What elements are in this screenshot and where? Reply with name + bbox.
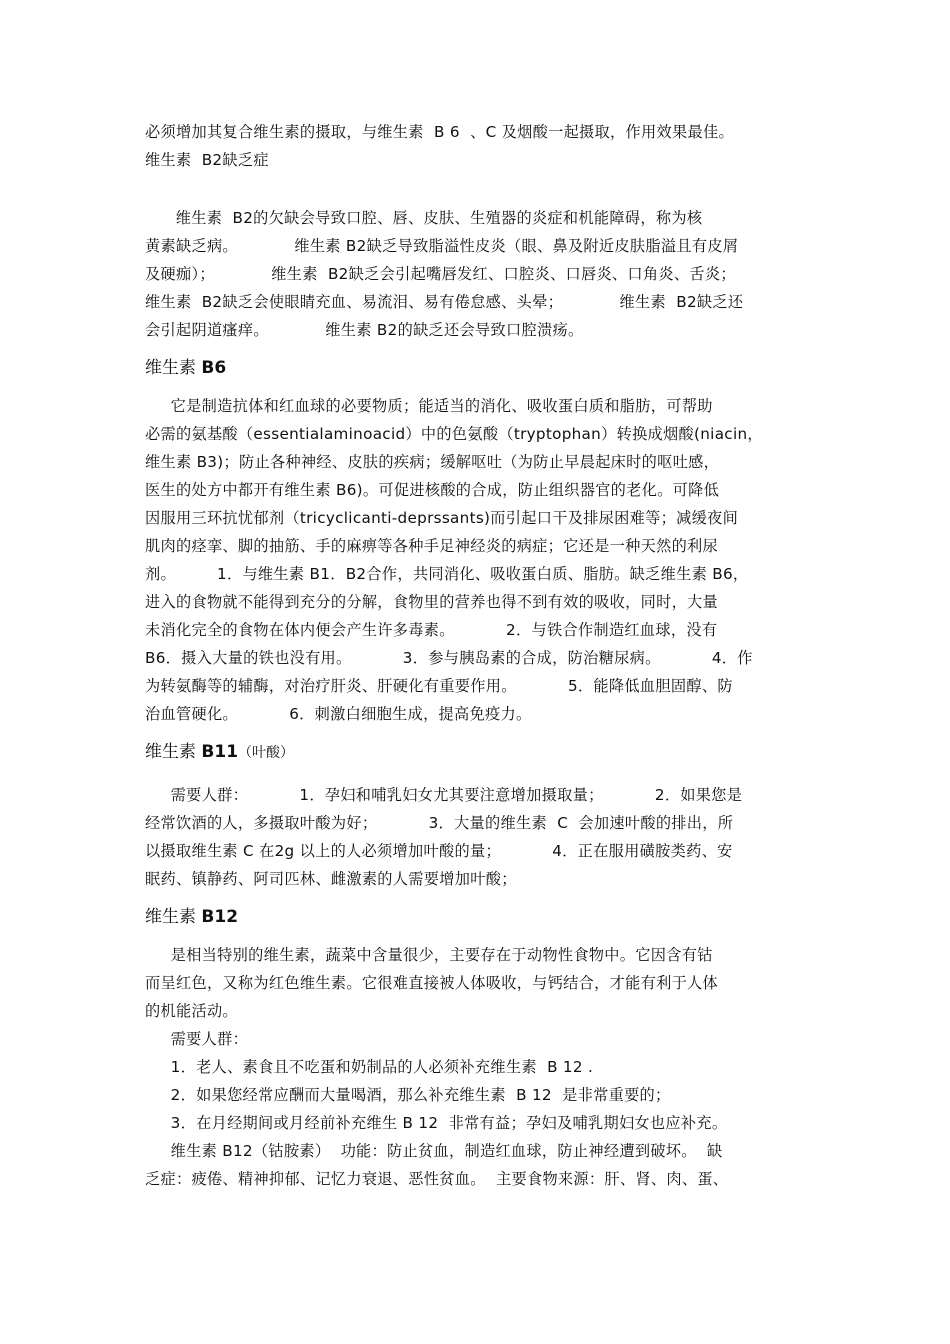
b6-paragraph: [145, 392, 807, 728]
intro-paragraph: [145, 118, 807, 174]
text-line: 未消化完全的食物在体内便会产生许多毒素。 2．与铁合作制造红血球，没有: [145, 621, 718, 639]
text-line: 维生素 B2缺乏症: [145, 151, 269, 169]
section-heading-b11: 维生素 B11（叶酸）: [145, 742, 295, 762]
document-page: [145, 118, 807, 1193]
section-heading-b12: 维生素 B12: [145, 907, 239, 927]
text-line: 为转氨酶等的辅酶，对治疗肝炎、肝硬化有重要作用。 5．能降低血胆固醇、防: [145, 677, 733, 695]
text-line: 维生素 B2缺乏会使眼睛充血、易流泪、易有倦怠感、头晕； 维生素 B2缺乏还: [145, 293, 744, 311]
text-line: 剂。 1．与维生素 B1．B2合作，共同消化、吸收蛋白质、脂肪。缺乏维生素 B6，: [145, 565, 749, 583]
text-line: 3．在月经期间或月经前补充维生 B 12 非常有益；孕妇及哺乳期妇女也应补充。: [145, 1114, 728, 1132]
text-line: 以摄取维生素 C 在2g 以上的人必须增加叶酸的量； 4．正在服用磺胺类药、安: [145, 842, 733, 860]
text-line: 会引起阴道瘙痒。 维生素 B2的缺乏还会导致口腔溃疡。: [145, 321, 584, 339]
text-line: 进入的食物就不能得到充分的分解，食物里的营养也得不到有效的吸收，同时，大量: [145, 593, 719, 611]
text-line: 及硬痂）； 维生素 B2缺乏会引起嘴唇发红、口腔炎、口唇炎、口角炎、舌炎；: [145, 265, 736, 283]
b2-paragraph: [145, 204, 807, 344]
text-line: B6．摄入大量的铁也没有用。 3．参与胰岛素的合成，防治糖尿病。 4．作: [145, 649, 753, 667]
text-line: 而呈红色，又称为红色维生素。它很难直接被人体吸收，与钙结合，才能有利于人体: [145, 974, 719, 992]
text-line: 1．老人、素食且不吃蛋和奶制品的人必须补充维生素 B 12 .: [145, 1058, 594, 1076]
section-heading-b6: 维生素 B6: [145, 358, 227, 378]
text-line: 维生素 B12（钴胺素） 功能：防止贫血，制造红血球，防止神经遭到破坏。 缺: [145, 1142, 723, 1160]
text-line: 治血管硬化。 6．刺激白细胞生成，提高免疫力。: [145, 705, 532, 723]
text-line: 维生素 B3)；防止各种神经、皮肤的疾病；缓解呕吐（为防止早晨起床时的呕吐感，: [145, 453, 720, 471]
text-line: 医生的处方中都开有维生素 B6)。可促进核酸的合成，防止组织器官的老化。可降低: [145, 481, 720, 499]
text-line: 的机能活动。: [145, 1002, 238, 1020]
text-line: 维生素 B2的欠缺会导致口腔、唇、皮肤、生殖器的炎症和机能障碍，称为核: [145, 209, 703, 227]
text-line: 2．如果您经常应酬而大量喝酒，那么补充维生素 B 12 是非常重要的；: [145, 1086, 671, 1104]
text-line: 经常饮酒的人，多摄取叶酸为好； 3．大量的维生素 C 会加速叶酸的排出，所: [145, 814, 734, 832]
b11-paragraph: [145, 781, 807, 893]
text-line: 黄素缺乏病。 维生素 B2缺乏导致脂溢性皮炎（眼、鼻及附近皮肤脂溢且有皮屑: [145, 237, 739, 255]
text-line: 眠药、镇静药、阿司匹林、雌激素的人需要增加叶酸；: [145, 870, 517, 888]
text-line: 它是制造抗体和红血球的必要物质；能适当的消化、吸收蛋白质和脂肪，可帮助: [145, 397, 713, 415]
text-line: 必需的氨基酸（essentialaminoacid）中的色氨酸（tryptophan）转换成烟酸(niacin，: [145, 425, 763, 443]
text-line: 必须增加其复合维生素的摄取，与维生素 B 6 、C 及烟酸一起摄取，作用效果最佳。: [145, 123, 734, 141]
text-line: 需要人群：: [145, 1030, 249, 1048]
text-line: 乏症：疲倦、精神抑郁、记忆力衰退、恶性贫血。 主要食物来源：肝、肾、肉、蛋、: [145, 1170, 729, 1188]
text-line: 肌肉的痉挛、脚的抽筋、手的麻痹等各种手足神经炎的病症；它还是一种天然的利尿: [145, 537, 719, 555]
text-line: 因服用三环抗忧郁剂（tricyclicanti-deprssants)而引起口干及排尿困难等；减缓夜间: [145, 509, 739, 527]
text-line: 是相当特别的维生素，蔬菜中含量很少，主要存在于动物性食物中。它因含有钴: [145, 946, 713, 964]
b12-paragraph: [145, 941, 807, 1193]
text-line: 需要人群： 1．孕妇和哺乳妇女尤其要注意增加摄取量； 2．如果您是: [145, 786, 743, 804]
